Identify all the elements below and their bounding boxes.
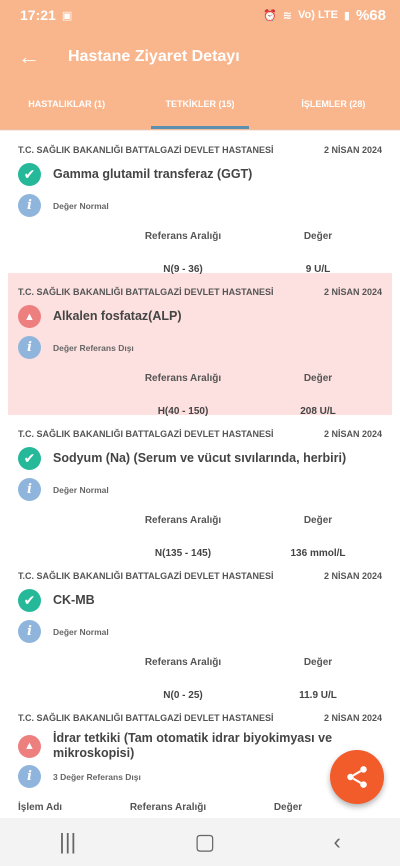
test-date: 2 NİSAN 2024 xyxy=(323,145,382,155)
back-icon[interactable]: ‹ xyxy=(333,829,341,854)
result-status: 3 Değer Referans Dışı xyxy=(53,771,141,782)
test-card[interactable] xyxy=(0,415,400,557)
signal-icon: ▮ xyxy=(343,9,350,22)
value-header: Değer xyxy=(303,657,333,668)
test-date: 2 NİSAN 2024 xyxy=(323,429,382,439)
reference-range: N(0 - 25) xyxy=(163,690,203,701)
result-status: Değer Normal xyxy=(53,484,109,495)
result-status: Değer Normal xyxy=(53,626,109,637)
test-card[interactable] xyxy=(0,557,400,699)
tab-bar xyxy=(0,84,400,129)
back-arrow-icon[interactable]: ← xyxy=(18,44,40,69)
test-name: CK-MB xyxy=(53,593,95,607)
page-title: Hastane Ziyaret Detayı xyxy=(68,48,240,65)
hospital-name: T.C. SAĞLIK BAKANLIĞI BATTALGAZİ DEVLET HASTANESİ xyxy=(18,713,274,723)
test-name: Sodyum (Na) (Serum ve vücut sıvılarında, herbiri) xyxy=(53,451,347,465)
gallery-icon: ▣ xyxy=(61,9,73,22)
alarm-icon: ⏰ xyxy=(263,9,277,22)
system-nav-bar xyxy=(0,818,400,866)
hospital-name: T.C. SAĞLIK BAKANLIĞI BATTALGAZİ DEVLET HASTANESİ xyxy=(18,571,274,581)
status-time: 17:21 xyxy=(20,7,56,23)
test-date: 2 NİSAN 2024 xyxy=(323,713,382,723)
check-icon: ✔ xyxy=(18,447,41,470)
tab-procedures[interactable]: İŞLEMLER (28) xyxy=(301,99,366,109)
test-date: 2 NİSAN 2024 xyxy=(323,571,382,581)
range-header: Referans Aralığı xyxy=(144,373,222,384)
app-bar xyxy=(0,30,400,84)
hospital-name: T.C. SAĞLIK BAKANLIĞI BATTALGAZİ DEVLET HASTANESİ xyxy=(18,287,274,297)
reference-range: N(9 - 36) xyxy=(163,264,203,275)
check-icon: ✔ xyxy=(18,589,41,612)
range-header: Referans Aralığı xyxy=(144,657,222,668)
network-label: Vo) LTE xyxy=(297,9,338,21)
test-name: Gamma glutamil transferaz (GGT) xyxy=(53,167,253,181)
info-icon[interactable]: i xyxy=(18,478,41,501)
value-header: Değer xyxy=(303,515,333,526)
test-card[interactable] xyxy=(0,131,400,273)
info-icon[interactable]: i xyxy=(18,765,41,788)
value-header: Değer xyxy=(303,373,333,384)
info-icon[interactable]: i xyxy=(18,194,41,217)
share-button[interactable] xyxy=(330,750,384,804)
value-header: Değer xyxy=(273,802,303,813)
wifi-icon: ≋ xyxy=(282,9,292,22)
test-date: 2 NİSAN 2024 xyxy=(323,287,382,297)
value-header: Değer xyxy=(303,231,333,242)
status-bar xyxy=(0,0,400,30)
home-icon[interactable]: ▢ xyxy=(194,829,216,854)
reference-range: H(40 - 150) xyxy=(157,406,209,417)
hospital-name: T.C. SAĞLIK BAKANLIĞI BATTALGAZİ DEVLET HASTANESİ xyxy=(18,145,274,155)
name-header: İşlem Adı xyxy=(18,802,63,813)
tab-diseases[interactable]: HASTALIKLAR (1) xyxy=(28,99,106,109)
test-value: 136 mmol/L xyxy=(290,548,346,559)
test-value: 208 U/L xyxy=(300,406,336,417)
test-value: 11.9 U/L xyxy=(299,690,337,701)
range-header: Referans Aralığı xyxy=(144,515,222,526)
reference-range: N(135 - 145) xyxy=(154,548,212,559)
warning-icon: ▲ xyxy=(18,735,41,758)
test-name: İdrar tetkiki (Tam otomatik idrar biyokimyası ve mikroskopisi) xyxy=(53,731,333,760)
test-value: 9 U/L xyxy=(305,264,331,275)
result-status: Değer Referans Dışı xyxy=(53,342,134,353)
test-card[interactable] xyxy=(8,273,392,415)
info-icon[interactable]: i xyxy=(18,620,41,643)
check-icon: ✔ xyxy=(18,163,41,186)
recent-apps-icon[interactable]: ||| xyxy=(59,829,77,854)
tab-tests[interactable]: TETKİKLER (15) xyxy=(133,84,266,129)
battery-level: %68 xyxy=(355,6,386,24)
hospital-name: T.C. SAĞLIK BAKANLIĞI BATTALGAZİ DEVLET HASTANESİ xyxy=(18,429,274,439)
range-header: Referans Aralığı xyxy=(144,231,222,242)
info-icon[interactable]: i xyxy=(18,336,41,359)
test-name: Alkalen fosfataz(ALP) xyxy=(53,309,182,323)
range-header: Referans Aralığı xyxy=(129,802,207,813)
warning-icon: ▲ xyxy=(18,305,41,328)
share-icon xyxy=(344,764,370,790)
test-list[interactable] xyxy=(0,131,400,818)
result-status: Değer Normal xyxy=(53,200,109,211)
